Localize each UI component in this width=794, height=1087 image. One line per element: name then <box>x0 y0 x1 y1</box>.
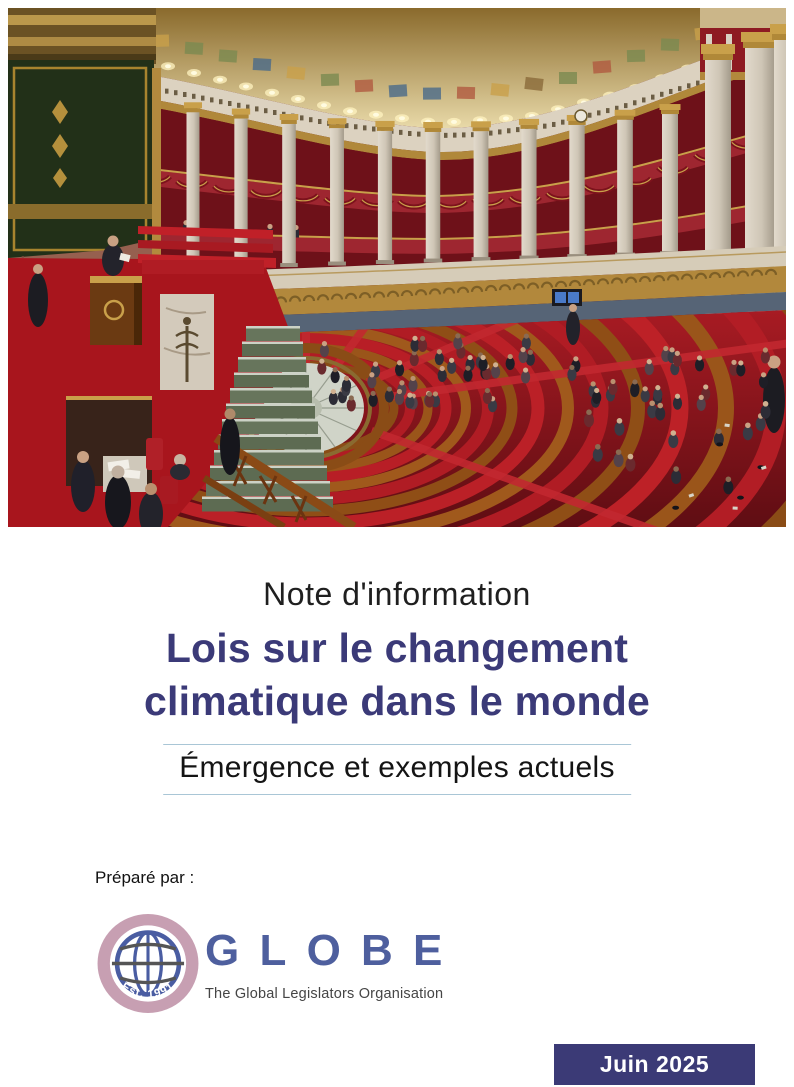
cover-photo <box>8 8 786 527</box>
logo-established-text: Est. 1991 <box>119 980 177 1001</box>
page-title <box>0 622 794 728</box>
date-badge: Juin 2025 <box>554 1044 755 1085</box>
document-type: Note d'information <box>263 576 531 612</box>
subtitle-rule-box <box>163 744 631 795</box>
hemicycle-illustration <box>8 8 786 527</box>
title-line-1: Lois sur le changement <box>165 625 629 671</box>
title-line-2: climatique dans le monde <box>143 678 651 724</box>
globe-logo-icon <box>96 912 200 1015</box>
prepared-by-label: Préparé par : <box>95 868 195 887</box>
globe-tagline: The Global Legislators Organisation <box>205 986 444 1002</box>
wall-clock <box>575 110 587 122</box>
subtitle: Émergence et exemples actuels <box>179 751 615 784</box>
globe-wordmark: GLOBE <box>205 926 463 975</box>
